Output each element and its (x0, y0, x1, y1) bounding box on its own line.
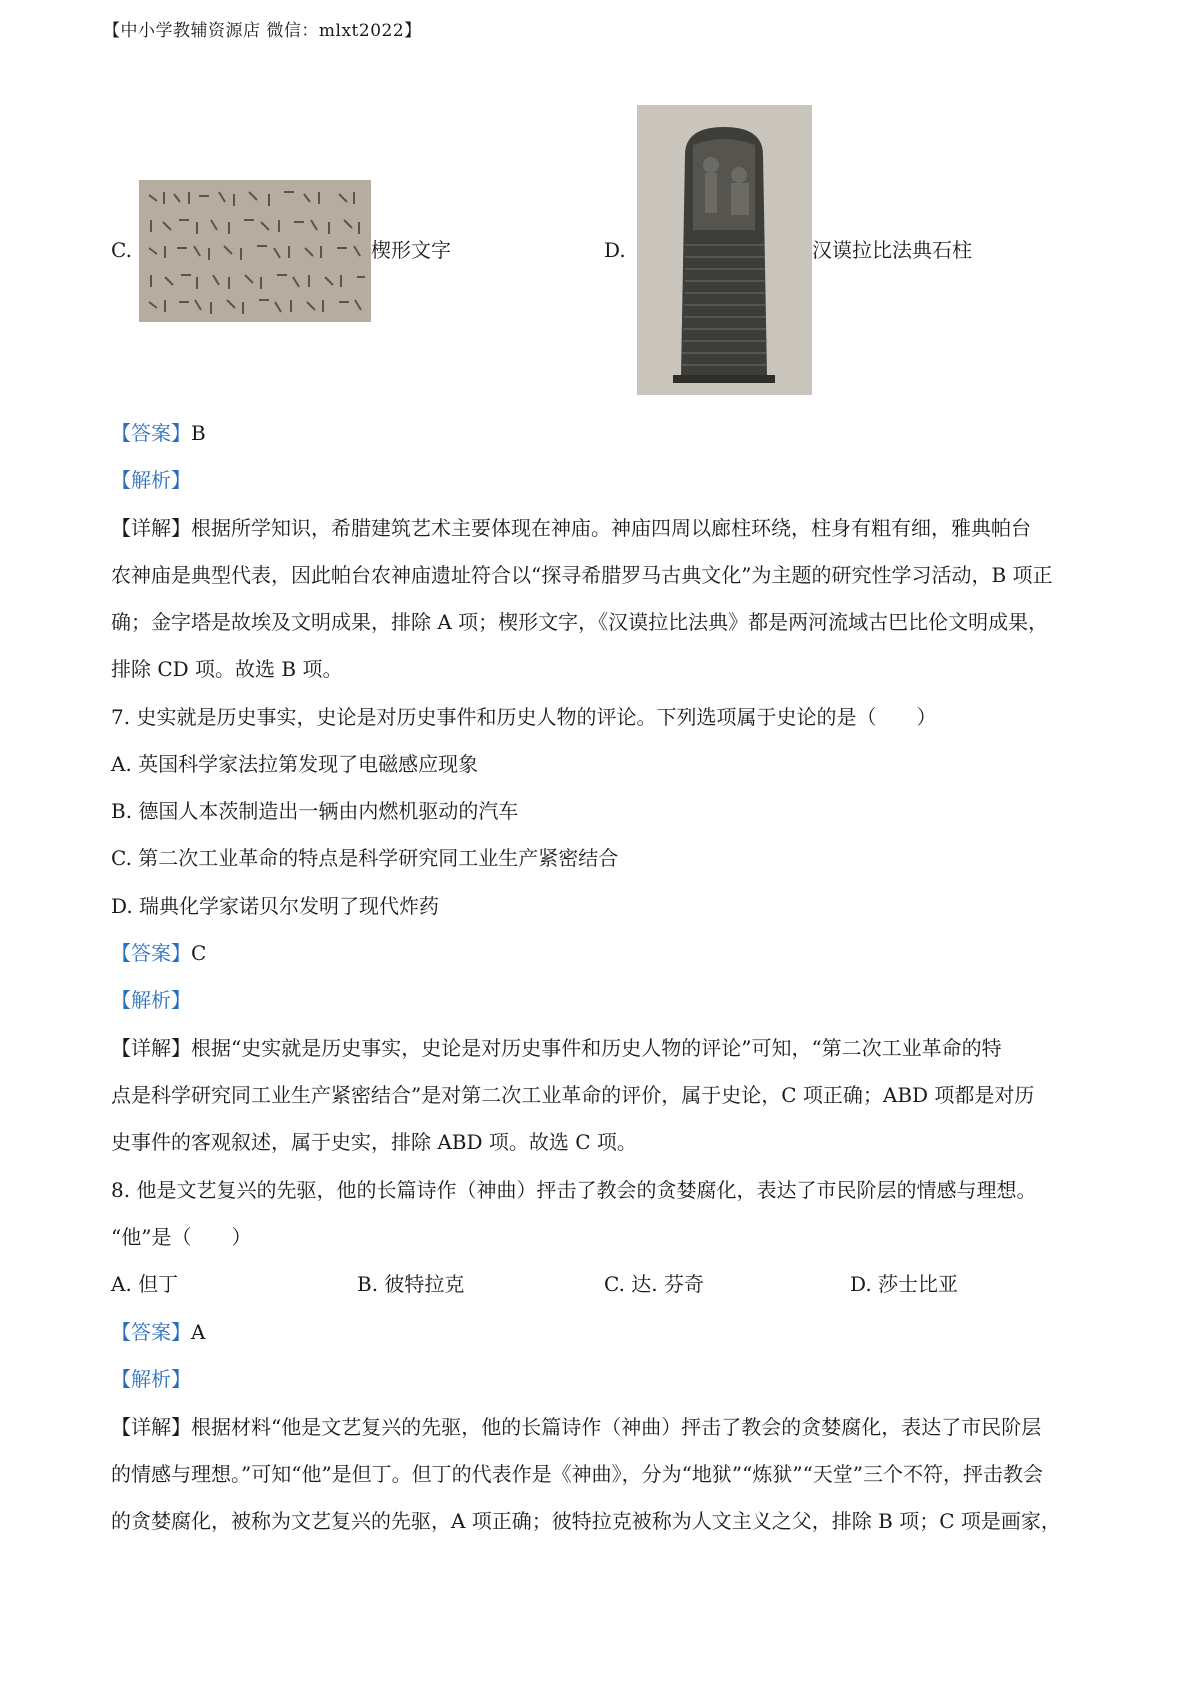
q7-option-a: A. 英国科学家法拉第发现了电磁感应现象 (111, 752, 479, 776)
q8-option-c: C. 达. 芬奇 (604, 1272, 705, 1296)
q6-analysis-tag: 【解析】 (111, 468, 191, 492)
q7-option-c: C. 第二次工业革命的特点是科学研究同工业生产紧密结合 (111, 846, 619, 870)
q8-option-b: B. 彼特拉克 (357, 1272, 465, 1296)
q8-detail-line: 的贪婪腐化，被称为文艺复兴的先驱，A 项正确；彼特拉克被称为人文主义之父，排除 B 项；C 项是画家， (111, 1509, 1061, 1533)
q7-stem: 7. 史实就是历史事实，史论是对历史事件和历史人物的评论。下列选项属于史论的是（ ） (111, 705, 937, 729)
q7-detail-line: 史事件的客观叙述，属于史实，排除 ABD 项。故选 C 项。 (111, 1130, 637, 1154)
q6-detail-line: 排除 CD 项。故选 B 项。 (111, 657, 343, 681)
q7-detail-line: 点是科学研究同工业生产紧密结合”是对第二次工业革命的评价，属于史论，C 项正确；ABD 项都是对历 (111, 1083, 1035, 1107)
q8-option-a: A. 但丁 (111, 1272, 179, 1296)
q8-detail-line: 的情感与理想。”可知“他”是但丁。但丁的代表作是《神曲》，分为“地狱”“炼狱”“天堂”三个不符，抨击教会 (111, 1462, 1044, 1486)
q7-analysis-tag: 【解析】 (111, 988, 191, 1012)
q6-detail-line: 确；金字塔是故埃及文明成果，排除 A 项；楔形文字，《汉谟拉比法典》都是两河流域古巴比伦文明成果， (111, 610, 1049, 634)
q8-answer: 【答案】A (111, 1320, 206, 1344)
q8-analysis-tag: 【解析】 (111, 1367, 191, 1391)
q8-option-d: D. 莎士比亚 (850, 1272, 959, 1296)
q7-answer: 【答案】C (111, 941, 207, 965)
page-header: 【中小学教辅资源店 微信：mlxt2022】 (103, 21, 422, 41)
q7-detail-line: 【详解】根据“史实就是历史事实，史论是对历史事件和历史人物的评论”可知，“第二次工业革命的特 (111, 1036, 1002, 1060)
q8-stem-line: 8. 他是文艺复兴的先驱，他的长篇诗作（神曲）抨击了教会的贪婪腐化，表达了市民阶层的情感与理想。 (111, 1178, 1037, 1202)
q7-option-d: D. 瑞典化学家诺贝尔发明了现代炸药 (111, 894, 440, 918)
q7-option-b: B. 德国人本茨制造出一辆由内燃机驱动的汽车 (111, 799, 519, 823)
option-c-letter: C. (111, 238, 132, 262)
option-d-text: 汉谟拉比法典石柱 (812, 238, 972, 262)
q6-detail-line: 农神庙是典型代表，因此帕台农神庙遗址符合以“探寻希腊罗马古典文化”为主题的研究性学习活动，B 项正 (111, 563, 1053, 587)
option-c-text: 楔形文字 (371, 238, 451, 262)
hammurabi-stele-image (637, 105, 812, 395)
q6-detail-line: 【详解】根据所学知识，希腊建筑艺术主要体现在神庙。神庙四周以廊柱环绕，柱身有粗有细，雅典帕台 (111, 516, 1031, 540)
option-d-letter: D. (604, 238, 626, 262)
q8-detail-line: 【详解】根据材料“他是文艺复兴的先驱，他的长篇诗作（神曲）抨击了教会的贪婪腐化，表达了市民阶层 (111, 1415, 1042, 1439)
q8-stem-line: “他”是（ ） (111, 1225, 252, 1249)
cuneiform-image (139, 180, 371, 322)
q6-answer: 【答案】B (111, 421, 206, 445)
